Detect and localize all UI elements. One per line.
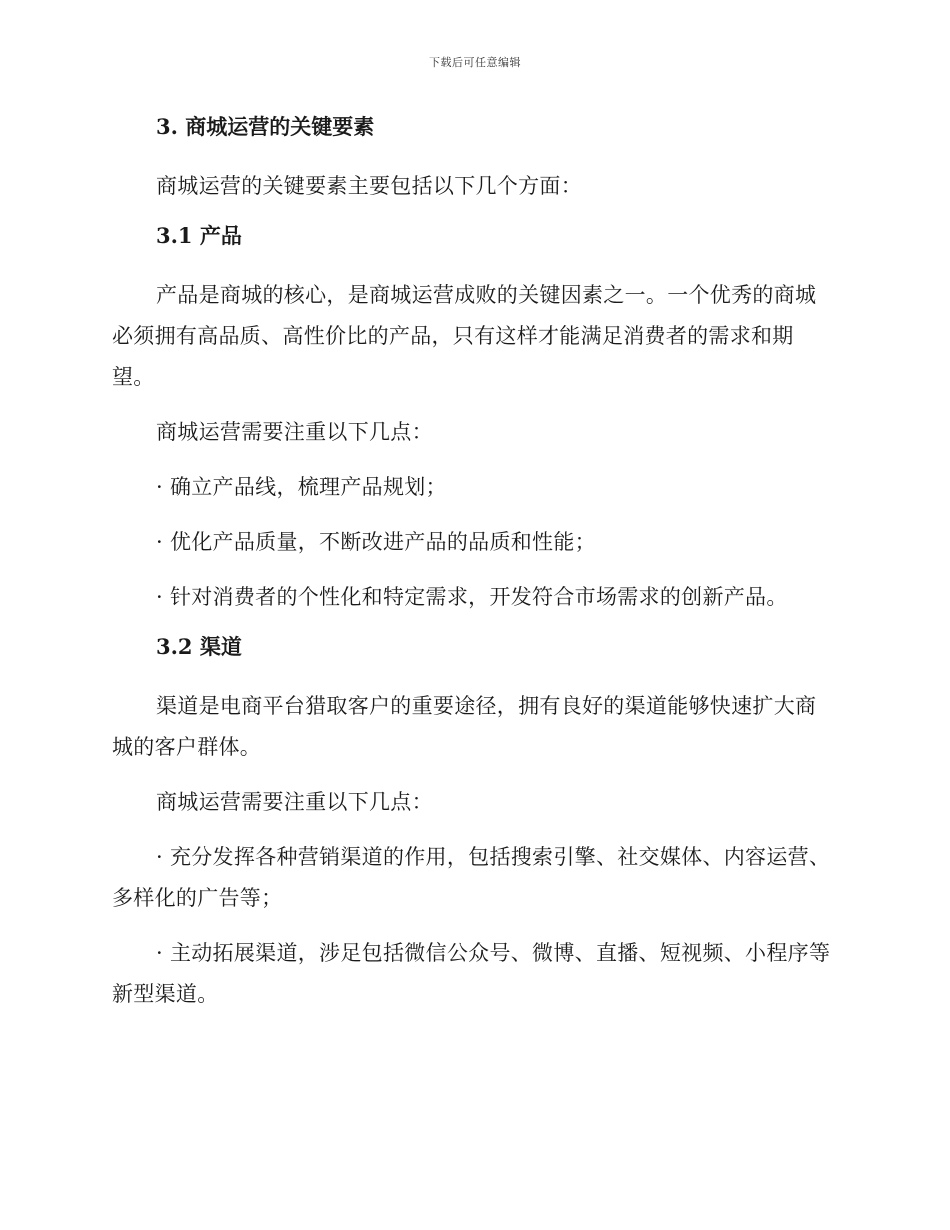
section-3-1-heading: 3.1 产品 <box>156 223 242 248</box>
section-3-intro: 商城运营的关键要素主要包括以下几个方面： <box>156 174 582 198</box>
section-3-1-bullet: · 针对消费者的个性化和特定需求，开发符合市场需求的创新产品。 <box>156 585 788 609</box>
header-note: 下载后可任意编辑 <box>429 56 521 69</box>
section-3-2-bullet: · 主动拓展渠道，涉足包括微信公众号、微博、直播、短视频、小程序等新型渠道。 <box>112 941 831 1006</box>
section-3-1-points-intro: 商城运营需要注重以下几点： <box>156 420 433 444</box>
section-3-2-bullet: · 充分发挥各种营销渠道的作用，包括搜索引擎、社交媒体、内容运营、多样化的广告等； <box>112 845 831 910</box>
document-body <box>112 112 836 1029</box>
section-3-2-heading: 3.2 渠道 <box>156 634 242 659</box>
section-3-2-paragraph: 渠道是电商平台猎取客户的重要途径，拥有良好的渠道能够快速扩大商城的客户群体。 <box>112 694 817 759</box>
section-3-1-bullet: · 确立产品线，梳理产品规划； <box>156 475 447 499</box>
section-3-2-points-intro: 商城运营需要注重以下几点： <box>156 790 433 814</box>
section-3-heading: 3. 商城运营的关键要素 <box>156 114 375 139</box>
section-3-1-paragraph: 产品是商城的核心，是商城运营成败的关键因素之一。一个优秀的商城必须拥有高品质、高性价比的产品，只有这样才能满足消费者的需求和期望。 <box>112 283 817 389</box>
section-3-1-bullet: · 优化产品质量，不断改进产品的品质和性能； <box>156 530 596 554</box>
